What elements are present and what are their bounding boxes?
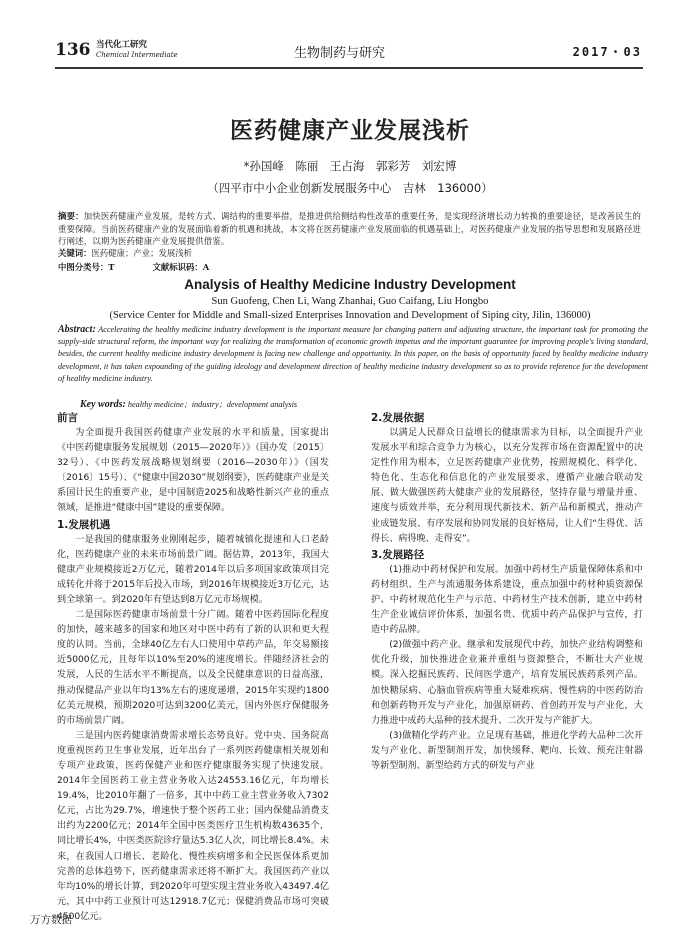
paragraph: (1)推动中药材保护和发展。加强中药材生产质量保障体系和中药材组织、生产与流通服务体系建设，重点加强中药材种质资源保护、中药材规范化生产与示范、中药材生产技术创新，建立中药材生产企业诚信评价体系，加强名贵、优质中药产品保护与宣传，打造中药品牌。 bbox=[371, 564, 643, 636]
section-heading-3: 3.发展路径 bbox=[371, 548, 425, 561]
running-header bbox=[0, 0, 700, 74]
section-heading-2: 2.发展依据 bbox=[371, 412, 425, 424]
authors-en: Sun Guofeng, Chen Li, Wang Zhanhai, Guo Caifang, Liu Hongbo bbox=[211, 296, 489, 307]
page-number: 136 bbox=[55, 40, 91, 60]
keywords-en: Key words: healthy medicine；industry；development analysis bbox=[80, 399, 298, 410]
classification-value: T bbox=[108, 262, 115, 272]
paragraph: 以满足人民群众日益增长的健康需求为目标，以全面提升产业发展水平和综合竞争力为核心，以充分发挥市场在资源配置中的决定性作用为根本，立足医药健康产业优势，按照规模化、科学化、特色化、生态化和信息化的产业发展要求，遵循产业融合联动发展、做大做强医药大健康产业的发展路径，坚持存量与增量并重、速度与质效并举，充分利用现代新技术、新产品和新模式，推动产业成链发展、有序发展和协同发展的良好格局，让人们“生得优、活得长、病得晚、走得安”。 bbox=[371, 428, 643, 544]
article-title-cn: 医药健康产业发展浅析 bbox=[230, 118, 470, 144]
journal-name-en: Chemical Intermediate bbox=[96, 51, 178, 59]
abstract-en-label: Abstract bbox=[58, 324, 93, 335]
article-title-en: Analysis of Healthy Medicine Industry Development bbox=[184, 277, 516, 292]
authors-cn: *孙国峰 陈丽 王占海 郭彩芳 刘宏博 bbox=[243, 159, 457, 173]
doc-code-value: A bbox=[202, 262, 210, 272]
classification-line bbox=[58, 261, 646, 273]
abstract-cn-label: 摘要： bbox=[58, 211, 84, 221]
keywords-cn bbox=[58, 247, 646, 259]
body-column-right bbox=[371, 410, 643, 774]
header-rule bbox=[55, 67, 643, 69]
section-title: 生物制药与研究 bbox=[294, 46, 386, 61]
abstract-cn bbox=[58, 210, 646, 248]
issue-date: 2017・03 bbox=[572, 45, 642, 59]
keywords-en-label: Key words bbox=[80, 399, 123, 410]
journal-name-cn: 当代化工研究 bbox=[96, 40, 148, 50]
classification-label: 中图分类号： bbox=[58, 262, 109, 272]
keywords-cn-text: 医药健康；产业；发展浅析 bbox=[91, 248, 192, 258]
paragraph: 二是国际医药健康市场前景十分广阔。随着中医药国际化程度的加快，越来越多的国家和地区对中医中药有了新的认识和更大程度的认同。当前，全球40亿左右人口使用中草药产品，年交易额接近5000亿元，且每年以10%至20%的速度增长。伴随经济社会的发展，人民的生活水平不断提高，以及全民健康意识的日益高涨，推动保健品产业以年均13%左右的速度递增，2015年实现约1800亿美元规模，预期2020可达到3200亿美元，国内外医疗保健服务的市场前景广阔。 bbox=[57, 610, 329, 726]
footer-watermark: 万方数据 bbox=[30, 914, 72, 926]
abstract-en: Abstract: Accelerating the healthy medicine industry development is the important measure for changing pattern and adjusting structure, the important task for promoting the supply-side structural reform, the important way for realizing the transformation of economic growth impetus and the important guarantee for improving people's living standard, besides, the current healthy medicine industry development is facing new challenge and opportunity. In this paper, on the basis of opportunity faced by healthy medicine industry development, it has taken expounding of the guiding ideology and development direction of healthy medicine industry development so as to provide reference for the development of healthy medicine industry. bbox=[58, 324, 648, 383]
section-heading-preface: 前言 bbox=[57, 412, 78, 424]
affiliation-cn: （四平市中小企业创新发展服务中心 吉林 136000） bbox=[207, 181, 493, 195]
paragraph: (2)做强中药产业。继承和发展现代中药，加快产业结构调整和优化升级，加快推进企业兼并重组与资源整合，不断壮大产业规模。深入挖掘民族药、民间医学遗产，培育发展民族药系列产品。加快糖尿病、心脑血管疾病等重大疑难疾病、慢性病的中医药防治和创新药物开发与产业化，加强原研药、首创药开发与产业化，大力推进中成药大品种的技术提升、二次开发与产能扩大。 bbox=[371, 640, 643, 726]
paragraph-continued: 三是国内医药健康消费需求增长态势良好。党中央、国务院高度重视医药卫生事业发展，近年出台了一系列医药健康相关规划和专项产业政策，医药保健产业和医疗健康服务实现了快速发展。2014年全国医药工业主营业务收入达24553.16亿元，年均增长19.4%，比2010年翻了一倍多，其中中药工业主营业务收入7302亿元，占比为29.7%，增速快于整个医药工业；国内保健品消费支出约为2200亿元；2014年全国中医类医疗卫生机构数43635个，同比增长4%，中医类医院诊疗量达5.3亿人次，同比增长8.4%。未来，在我国人口增长、老龄化、慢性疾病增多和全民医保体系更加完善的总体趋势下，医药健康需求还将不断扩大。我国医药产业以年均10%的增长计算，到2020年可望实现主营业务收入43497.4亿元，其中中药工业预计可达12918.7亿元；保健消费品市场可突破4500亿元。 bbox=[57, 730, 329, 922]
doc-code-label: 文献标识码： bbox=[152, 262, 203, 272]
body-column-left bbox=[57, 410, 329, 922]
affiliation-en: (Service Center for Middle and Small-sized Enterprises Innovation and Development of Siping city, Jilin, 136000) bbox=[109, 310, 591, 321]
paragraph: 一是我国的健康服务业刚刚起步，随着城镇化提速和人口老龄化，医药健康产业的未来市场前景广阔。据估算，2013年，我国大健康产业规模接近2万亿元，随着2014年以后多项国家政策项目完成转化并将于2015年后投入市场，到2016年规模接近3万亿元，达到全球第一。到2020年有望达到8万亿元市场规模。 bbox=[57, 534, 329, 605]
keywords-cn-label: 关键词： bbox=[58, 248, 92, 258]
section-heading-1: 1.发展机遇 bbox=[57, 518, 111, 531]
paragraph: 为全面提升我国医药健康产业发展的水平和质量，国家提出《中医药健康服务发展规划（2015—2020年）》（国办发〔2015〕32号）、《中医药发展战略规划纲要（2016—2030年）》（国发〔2016〕15号）、《“健康中国2030”规划纲要》，医药健康产业是关系国计民生的重要产业，是中国制造2025和战略性新兴产业的重点领域，是推进“健康中国”建设的重要保障。 bbox=[57, 428, 329, 514]
abstract-cn-text: 加快医药健康产业发展，是转方式、调结构的重要举措，是推进供给侧结构性改革的重要任务，是实现经济增长动力转换的重要途径，是改善民生的重要保障。当前医药健康产业的发展面临着新的机遇和挑战，本文将在医药健康产业发展面临的机遇基础上，对医药健康产业发展的指导思想和发展路径进行阐述，以期为医药健康产业发展提供借鉴。 bbox=[58, 211, 642, 246]
abstract-en-text: Accelerating the healthy medicine industry development is the important measure for changing pattern and adjusting structure, the important task for promoting the supply-side structural reform, the important way for realizing the transformation of economic growth impetus and the important guarantee for improving people's living standard, besides, the current healthy medicine industry development is facing new challenge and opportunity. In this paper, on the basis of opportunity faced by healthy medicine industry development, it has taken expounding of the guiding ideology and development direction of healthy medicine industry development so as to provide reference for the development of healthy medicine industry. bbox=[58, 325, 648, 383]
keywords-en-text: healthy medicine；industry；development analysis bbox=[127, 400, 298, 409]
paragraph: (3)做精化学药产业。立足现有基础，推进化学药大品种二次开发与产业化、新型制剂开发，加快缓释、靶向、长效、预充注射器等新型制剂、新型给药方式的研发与产业 bbox=[371, 730, 643, 771]
